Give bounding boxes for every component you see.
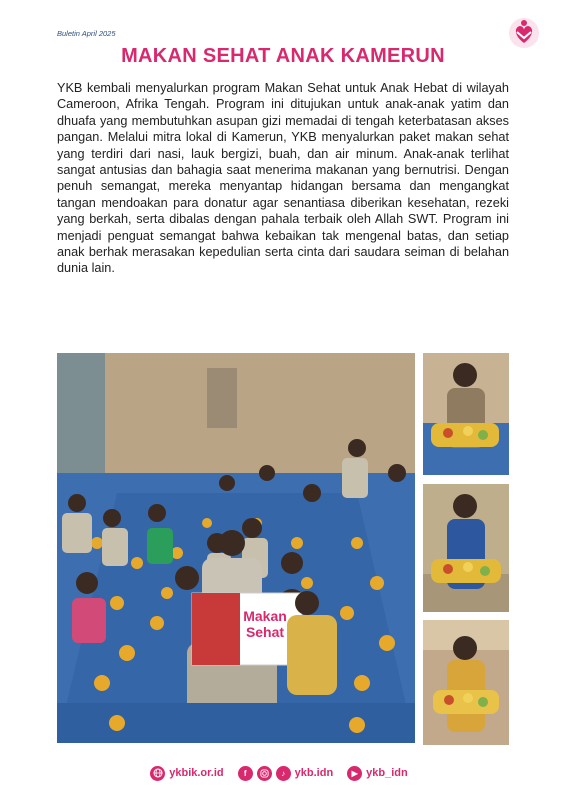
bulletin-label: Buletin April 2025 bbox=[57, 29, 116, 38]
facebook-icon[interactable]: f bbox=[238, 766, 253, 781]
side-photo-child-1 bbox=[423, 353, 509, 475]
side-photo-child-3 bbox=[423, 620, 509, 745]
tiktok-icon[interactable]: ♪ bbox=[276, 766, 291, 781]
globe-icon bbox=[150, 766, 165, 781]
instagram-icon[interactable] bbox=[257, 766, 272, 781]
sign-line-2: Sehat bbox=[245, 624, 285, 640]
main-photo-children-eating bbox=[57, 353, 415, 743]
article-paragraph: YKB kembali menyalurkan program Makan Sehat untuk Anak Hebat di wilayah Cameroon, Afrika Tengah. Program ini ditujukan untuk anak-anak yatim dan dhuafa yang membutuhkan asupan gizi memadai di tengah keterbatasan akses pangan. Melalui mitra lokal di Kamerun, YKB menyalurkan paket makan sehat yang terdiri dari nasi, lauk bergizi, buah, dan air minum. Anak-anak terlihat sangat antusias dan bahagia saat menerima makanan yang bernutrisi. Dengan penuh semangat, mereka menyantap hidangan bersama dan mengangkat tangan mendoakan para donatur agar senantiasa diberikan kesehatan, rezeki yang berkah, serta dibalas dengan pahala terbaik oleh Allah SWT. Program ini menjadi penguat semangat bahwa kebaikan tak mengenal batas, dan setiap anak berhak merasakan kepedulian serta cinta dari saudara seiman di belahan dunia lain. bbox=[57, 81, 509, 276]
sign-line-1: Makan bbox=[243, 608, 287, 624]
side-photo-child-2 bbox=[423, 484, 509, 612]
youtube-icon[interactable]: ▶ bbox=[347, 766, 362, 781]
footer-contacts bbox=[0, 762, 566, 784]
website-link[interactable]: ykbik.or.id bbox=[169, 767, 224, 779]
page-title: MAKAN SEHAT ANAK KAMERUN bbox=[121, 45, 445, 67]
social-handle[interactable]: ykb.idn bbox=[294, 767, 334, 779]
youtube-handle[interactable]: ykb_idn bbox=[366, 767, 408, 779]
